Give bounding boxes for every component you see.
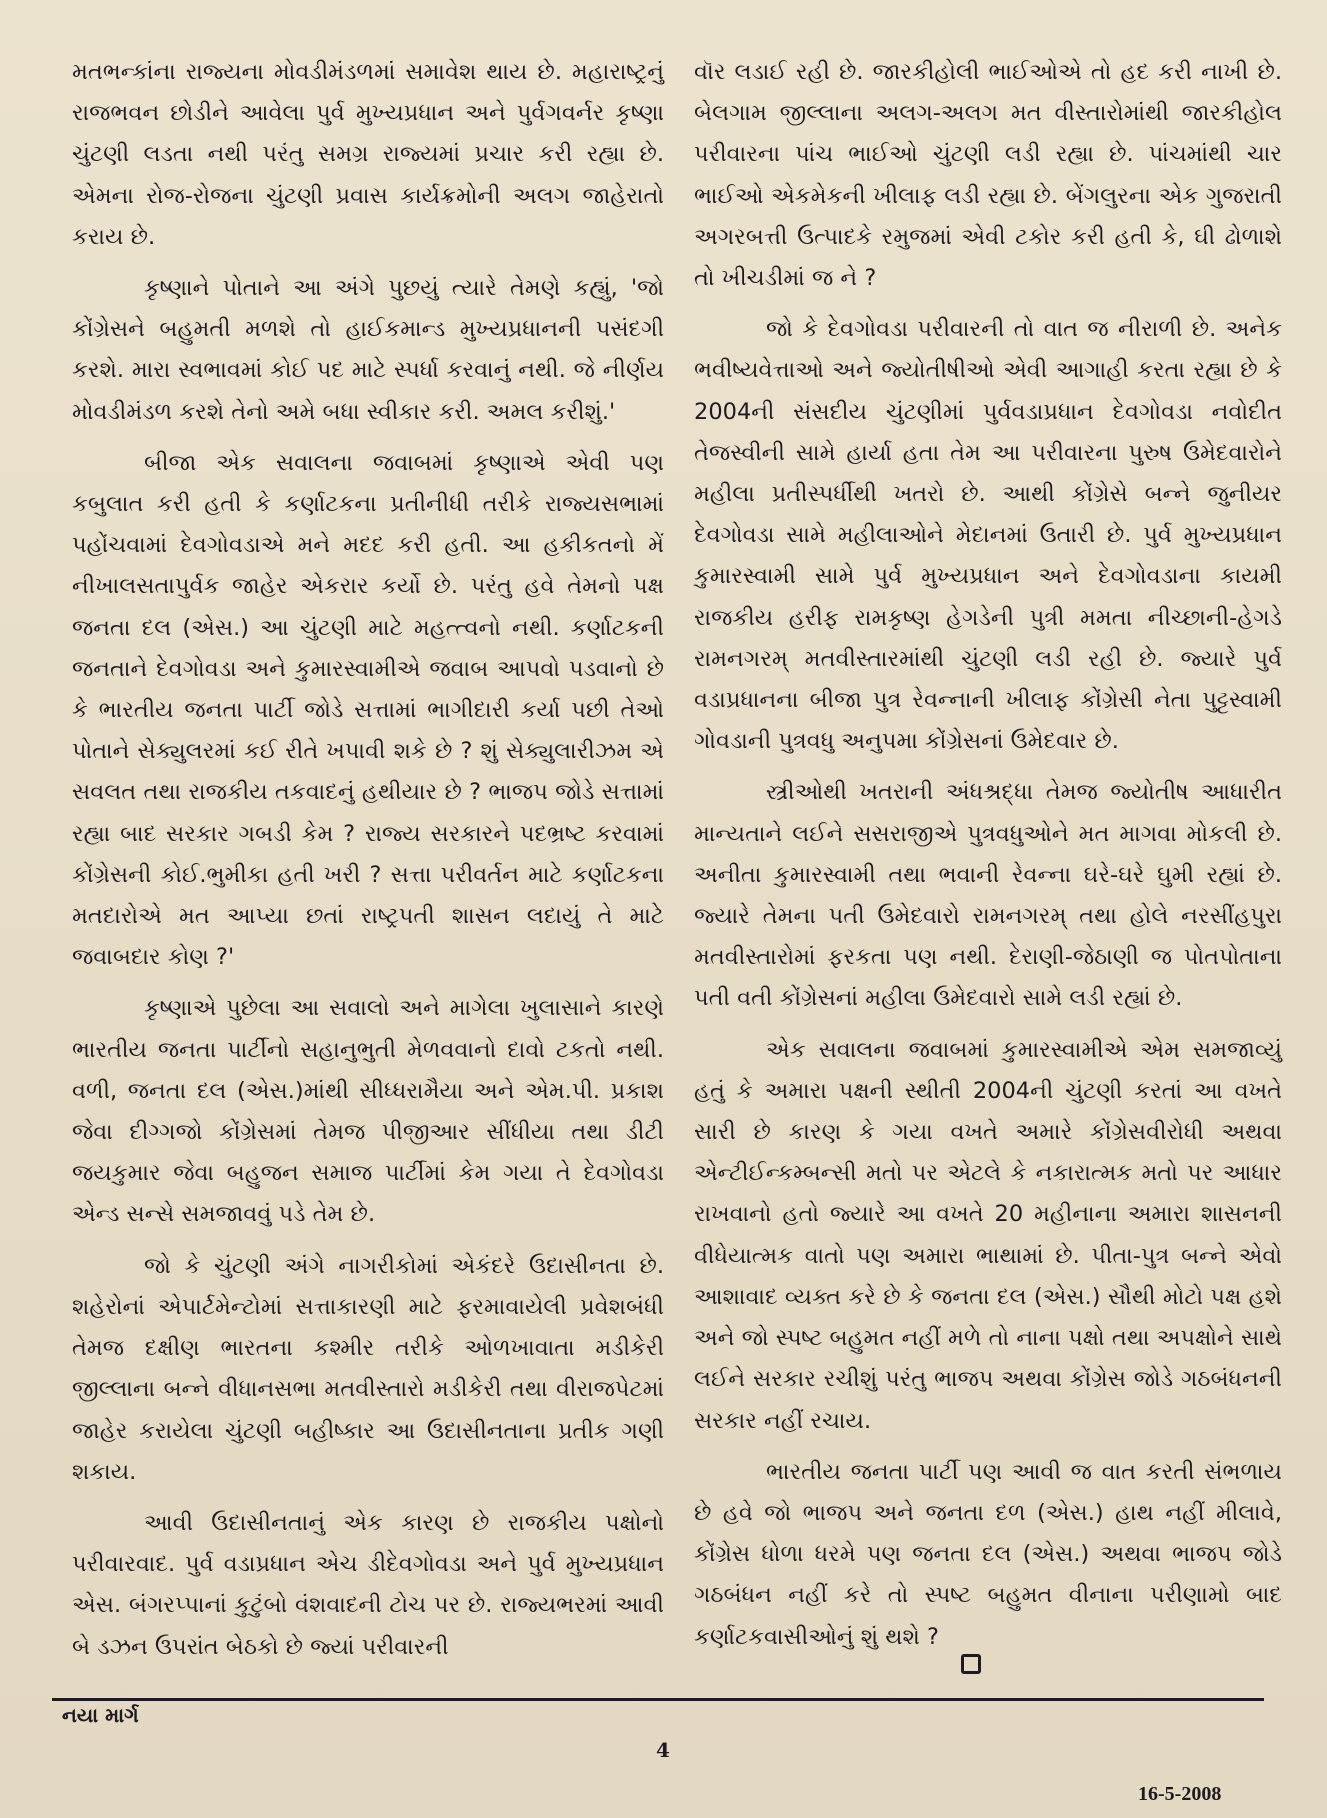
page-number: 4 bbox=[656, 1738, 670, 1762]
publication-name: નયા માર્ગ bbox=[62, 1703, 139, 1727]
issue-date: 16-5-2008 bbox=[1138, 1783, 1222, 1805]
left-column bbox=[72, 52, 664, 1678]
paragraph: જો કે દેવગોવડા પરીવારની તો વાત જ નીરાળી છે. અનેક ભવીષ્યવેત્તાઓ અને જ્યોતીષીઓ એવી આગાહી કરતા રહ્યા છે કે 2004ની સંસદીય ચુંટણીમાં પુર્વવડાપ્રધાન દેવગોવડા નવોદીત તેજસ્વીની સામે હાર્યા હતા તેમ આ પરીવારના પુરુષ ઉમેદવારોને મહીલા પ્રતીસ્પર્ધીથી ખતરો છે. આથી કોંગ્રેસે બન્ને જુનીયર દેવગોવડા સામે મહીલાઓને મેદાનમાં ઉતારી છે. પુર્વ મુખ્યપ્રધાન કુમારસ્વામી સામે પુર્વ મુખ્યપ્રધાન અને દેવગોવડાના કાયમી રાજકીય હરીફ રામકૃષ્ણ હેગડેની પુત્રી મમતા નીચ્છાની-હેગડે રામનગરમ્ મતવીસ્તારમાંથી ચુંટણી લડી રહી છે. જ્યારે પુર્વ વડાપ્રધાનના બીજા પુત્ર રેવન્નાની ખીલાફ કોંગ્રેસી નેતા પુટ્ટસ્વામી ગોવડાની પુત્રવધુ અનુપમા કોંગ્રેસનાં ઉમેદવાર છે. bbox=[694, 316, 1282, 755]
paragraph: જો કે ચુંટણી અંગે નાગરીકોમાં એકંદરે ઉદાસીનતા છે. શહેરોનાં એપાર્ટમેન્ટોમાં સત્તાકારણી માટે ફરમાવાયેલી પ્રવેશબંધી તેમજ દક્ષીણ ભારતના કશ્મીર તરીકે ઓળખાવાતા મડીકેરી જીલ્લાના બન્ને વીધાનસભા મતવીસ્તારો મડીકેરી તથા વીરાજપેટમાં જાહેર કરાયેલા ચુંટણી બહીષ્કાર આ ઉદાસીનતાના પ્રતીક ગણી શકાય. bbox=[72, 1252, 664, 1485]
paragraph: એક સવાલના જવાબમાં કુમારસ્વામીએ એમ સમજાવ્યું હતું કે અમારા પક્ષની સ્થીતી 2004ની ચુંટણી કરતાં આ વખતે સારી છે કારણ કે ગયા વખતે અમારે કોંગ્રેસવીરોધી અથવા એન્ટીઈન્કમ્બન્સી મતો પર એટલે કે નકારાત્મક મતો પર આધાર રાખવાનો હતો જ્યારે આ વખતે 20 મહીનાના અમારા શાસનની વીધેયાત્મક વાતો પણ અમારા ભાથામાં છે. પીતા-પુત્ર બન્ને એવો આશાવાદ વ્યક્ત કરે છે કે જનતા દલ (એસ.) સૌથી મોટો પક્ષ હશે અને જો સ્પષ્ટ બહુમત નહીં મળે તો નાના પક્ષો તથા અપક્ષોને સાથે લઈને સરકાર રચીશું પરંતુ ભાજપ અથવા કોંગ્રેસ જોડે ગઠબંધનની સરકાર નહીં રચાય. bbox=[694, 1036, 1282, 1434]
footer-divider bbox=[52, 1698, 1264, 1701]
right-column bbox=[694, 52, 1282, 1668]
paragraph: વૉર લડાઈ રહી છે. જારકીહોલી ભાઈઓએ તો હદ કરી નાખી છે. બેલગામ જીલ્લાના અલગ-અલગ મત વીસ્તારોમાંથી જારકીહોલ પરીવારના પાંચ ભાઈઓ ચુંટણી લડી રહ્યા છે. પાંચમાંથી ચાર ભાઈઓ એકમેકની ખીલાફ લડી રહ્યા છે. બેંગલુરના એક ગુજરાતી અગરબત્તી ઉત્પાદકે રમુજમાં એવી ટકોર કરી હતી કે, ઘી ઢોળાશે તો ખીચડીમાં જ ને ? bbox=[694, 59, 1282, 292]
paragraph: ભારતીય જનતા પાર્ટી પણ આવી જ વાત કરતી સંભળાય છે હવે જો ભાજપ અને જનતા દળ (એસ.) હાથ નહીં મીલાવે, કોંગ્રેસ ધોળા ધરમે પણ જનતા દલ (એસ.) અથવા ભાજપ જોડે ગઠબંધન નહીં કરે તો સ્પષ્ટ બહુમત વીનાના પરીણામો બાદ કર્ણાટકવાસીઓનું શું થશે ? bbox=[694, 1458, 1282, 1650]
paragraph: કૃષ્ણાએ પુછેલા આ સવાલો અને માગેલા ખુલાસાને કારણે ભારતીય જનતા પાર્ટીનો સહાનુભુતી મેળવવાનો દાવો ટકતો નથી. વળી, જનતા દલ (એસ.)માંથી સીધ્ધરામૈયા અને એમ.પી. પ્રકાશ જેવા દીગ્ગજો કોંગ્રેસમાં તેમજ પીજીઆર સીંધીયા તથા ડીટી જયકુમાર જેવા બહુજન સમાજ પાર્ટીમાં કેમ ગયા તે દેવગોવડા એન્ડ સન્સે સમજાવવું પડે તેમ છે. bbox=[72, 995, 664, 1228]
article-end-mark-icon bbox=[961, 1654, 981, 1674]
paragraph: કૃષ્ણાને પોતાને આ અંગે પુછયું ત્યારે તેમણે કહ્યું, 'જો કોંગ્રેસને બહુમતી મળશે તો હાઈકમાન્ડ મુખ્યપ્રધાનની પસંદગી કરશે. મારા સ્વભાવમાં કોઈ પદ માટે સ્પર્ધા કરવાનું નથી. જે નીર્ણય મોવડીમંડળ કરશે તેનો અમે બધા સ્વીકાર કરી. અમલ કરીશું.' bbox=[72, 275, 664, 425]
paragraph: મતભન્કાંના રાજ્યના મોવડીમંડળમાં સમાવેશ થાય છે. મહારાષ્ટ્રનું રાજભવન છોડીને આવેલા પુર્વ મુખ્યપ્રધાન અને પુર્વગવર્નર કૃષ્ણા ચુંટણી લડતા નથી પરંતુ સમગ્ર રાજ્યમાં પ્રચાર કરી રહ્યા છે. એમના રોજ-રોજના ચુંટણી પ્રવાસ કાર્યક્રમોની અલગ જાહેરાતો કરાય છે. bbox=[72, 59, 664, 250]
paragraph: બીજા એક સવાલના જવાબમાં કૃષ્ણાએ એવી પણ કબુલાત કરી હતી કે કર્ણાટકના પ્રતીનીધી તરીકે રાજ્યસભામાં પહોંચવામાં દેવગોવડાએ મને મદદ કરી હતી. આ હકીકતનો મેં નીખાલસતાપુર્વક જાહેર એકરાર કર્યો છે. પરંતુ હવે તેમનો પક્ષ જનતા દલ (એસ.) આ ચુંટણી માટે મહત્ત્વનો નથી. કર્ણાટકની જનતાને દેવગોવડા અને કુમારસ્વામીએ જવાબ આપવો પડવાનો છે કે ભારતીય જનતા પાર્ટી જોડે સત્તામાં ભાગીદારી કર્યા પછી તેઓ પોતાને સેક્યુલરમાં કઈ રીતે ખપાવી શકે છે ? શું સેક્યુલારીઝમ એ સવલત તથા રાજકીય તકવાદનું હથીયાર છે ? ભાજપ જોડે સત્તામાં રહ્યા બાદ સરકાર ગબડી કેમ ? રાજ્ય સરકારને પદભ્રષ્ટ કરવામાં કોંગ્રેસની કોઈ.ભુમીકા હતી ખરી ? સત્તા પરીવર્તન માટે કર્ણાટકના મતદારોએ મત આપ્યા છતાં રાષ્ટ્રપતી શાસન લદાયું તે માટે જવાબદાર કોણ ?' bbox=[72, 449, 664, 971]
paragraph: સ્ત્રીઓથી ખતરાની અંધશ્રદ્ધા તેમજ જ્યોતીષ આધારીત માન્યતાને લઈને સસરાજીએ પુત્રવધુઓને મત માગવા મોકલી છે. અનીતા કુમારસ્વામી તથા ભવાની રેવન્ના ઘરે-ઘરે ઘુમી રહ્યાં છે. જ્યારે તેમના પતી ઉમેદવારો રામનગરમ્ તથા હોલે નરસીંહપુરા મતવીસ્તારોમાં ફરકતા પણ નથી. દેરાણી-જેઠાણી જ પોતપોતાના પતી વતી કોંગ્રેસનાં મહીલા ઉમેદવારો સામે લડી રહ્યાં છે. bbox=[694, 779, 1282, 1012]
paragraph: આવી ઉદાસીનતાનું એક કારણ છે રાજકીય પક્ષોનો પરીવારવાદ. પુર્વ વડાપ્રધાન એચ ડીદેવગોવડા અને પુર્વ મુખ્યપ્રધાન એસ. બંગરપ્પાનાં કુટુંબો વંશવાદની ટોચ પર છે. રાજ્યભરમાં આવી બે ડઝન ઉપરાંત બેઠકો છે જ્યાં પરીવારની bbox=[72, 1509, 664, 1660]
